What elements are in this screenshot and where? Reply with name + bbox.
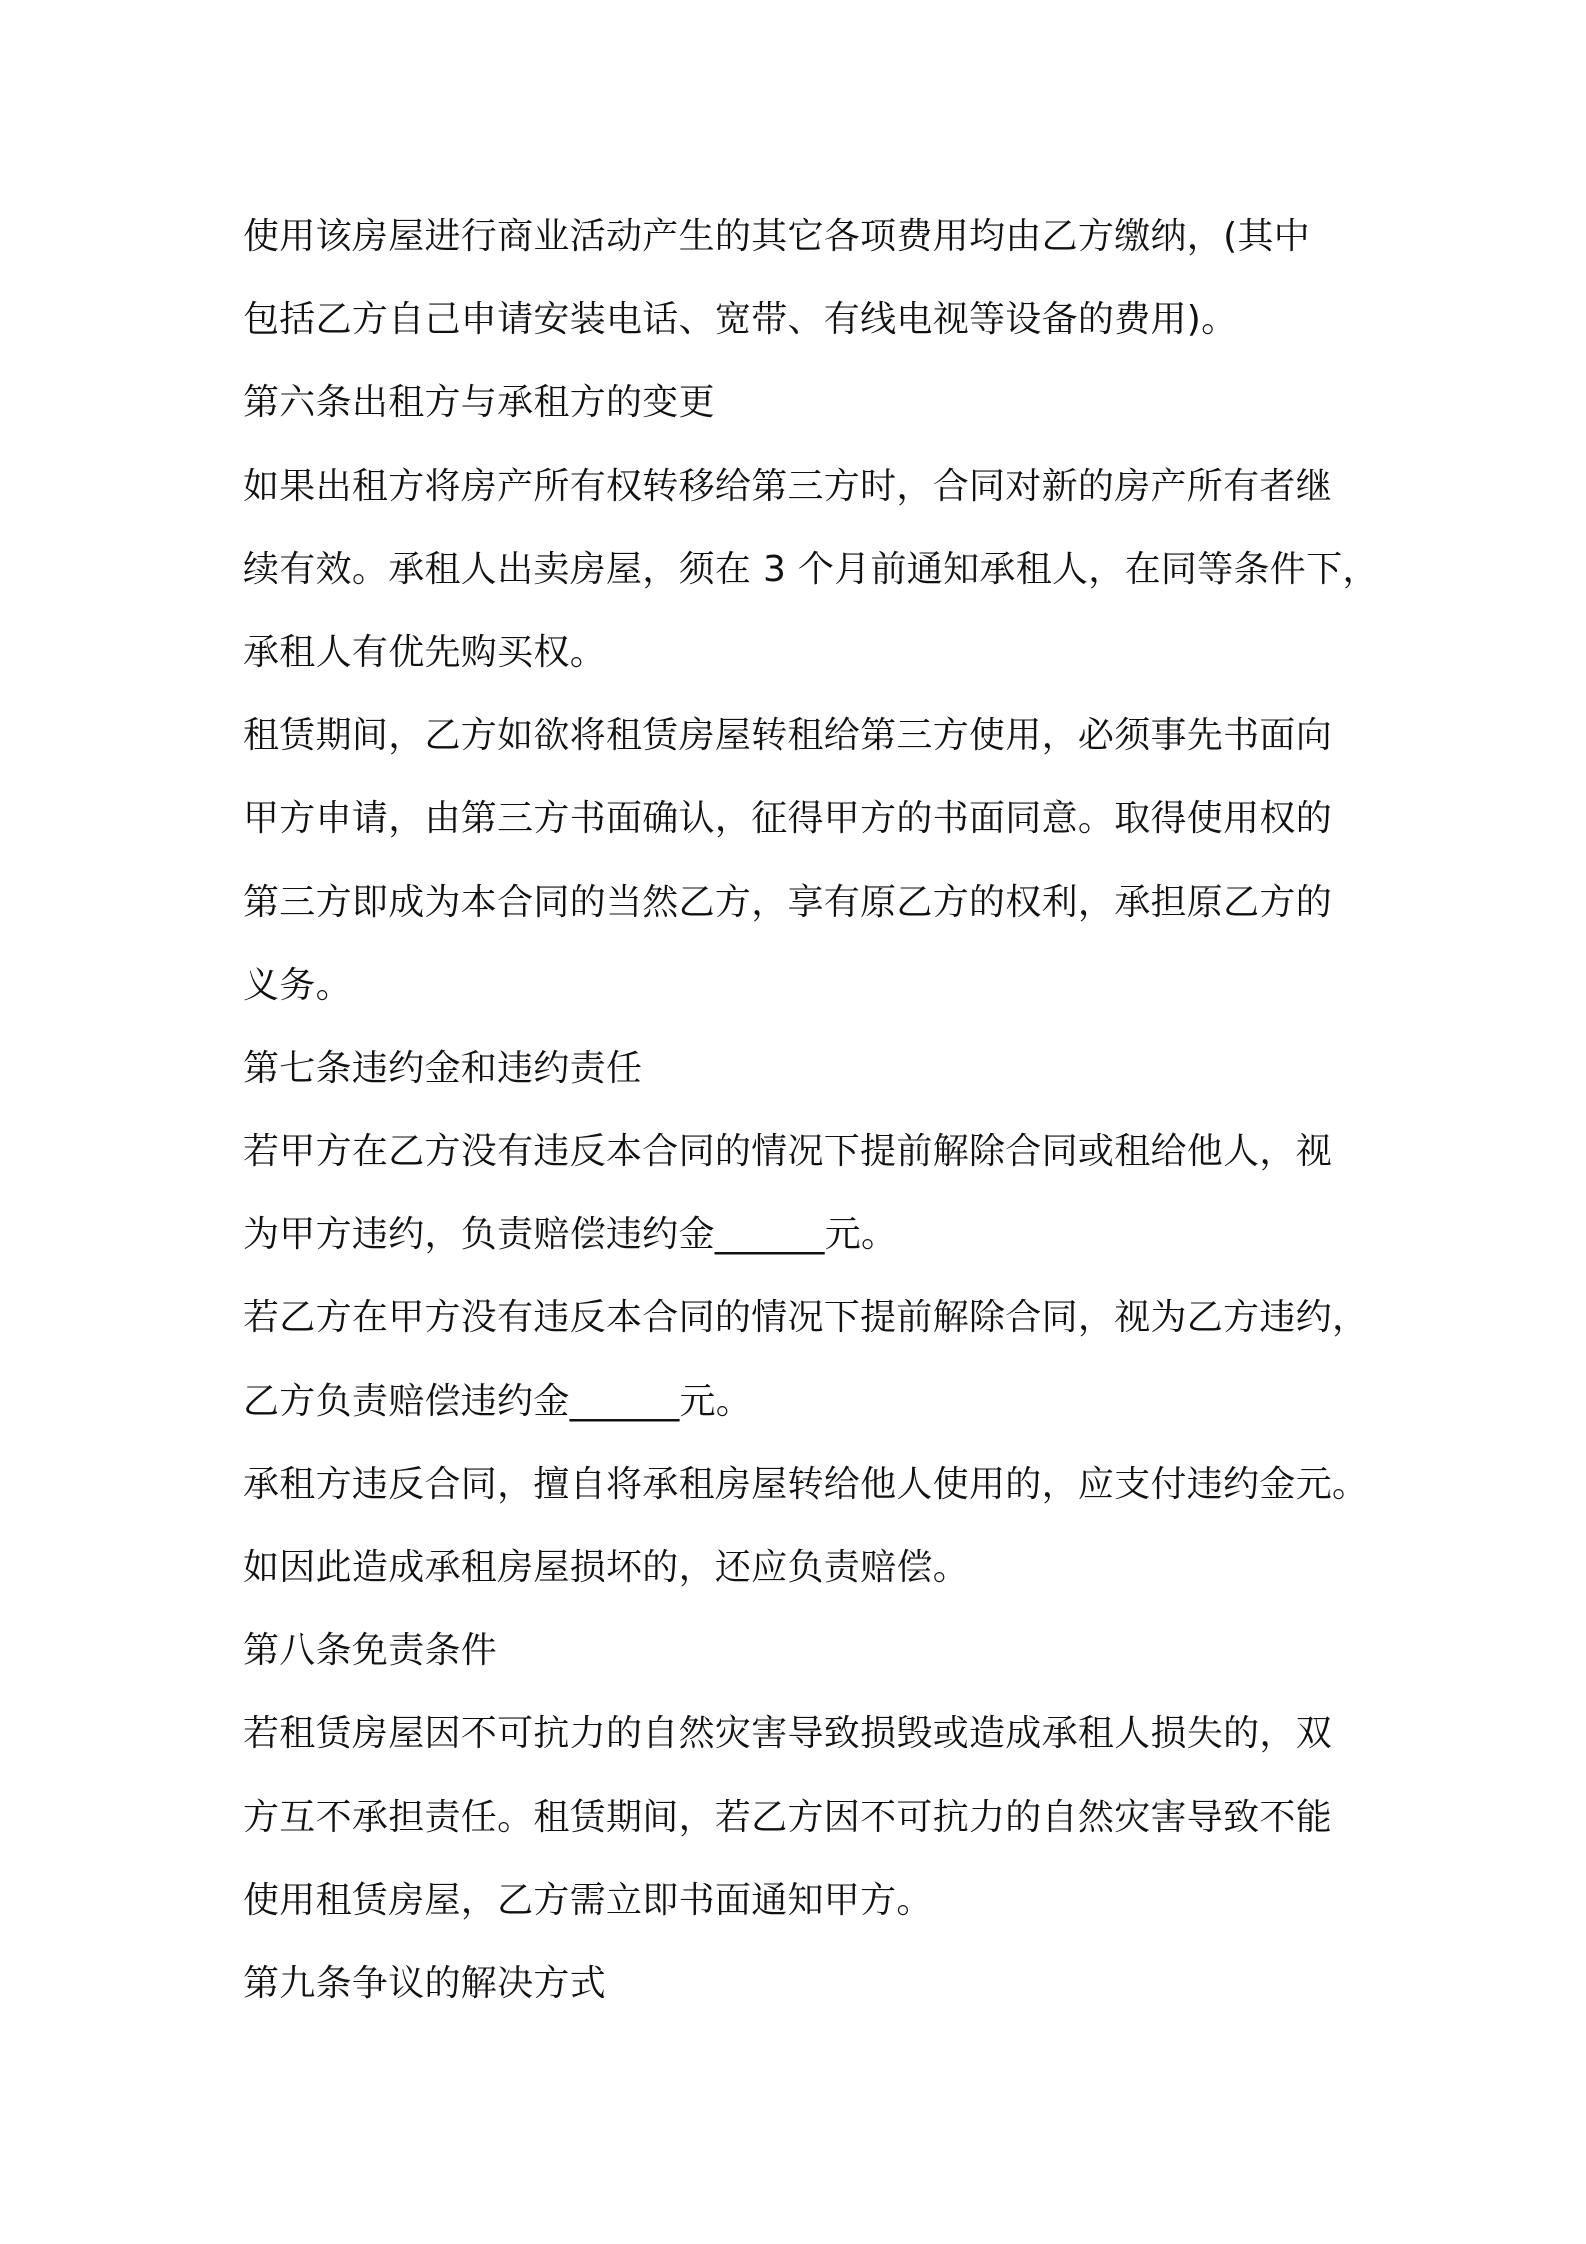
body-line: 若租赁房屋因不可抗力的自然灾害导致损毁或造成承租人损失的，双 — [243, 1713, 1333, 1755]
section-heading-article-7: 第七条违约金和违约责任 — [243, 1047, 643, 1089]
body-line: 若乙方在甲方没有违反本合同的情况下提前解除合同，视为乙方违约， — [243, 1297, 1369, 1339]
body-line: 若甲方在乙方没有违反本合同的情况下提前解除合同或租给他人，视 — [243, 1131, 1333, 1173]
document-body — [243, 195, 1383, 2025]
body-line: 如因此造成承租房屋损坏的，还应负责赔偿。 — [243, 1547, 970, 1588]
body-line: 如果出租方将房产所有权转移给第三方时，合同对新的房产所有者继 — [243, 465, 1333, 507]
body-line: 包括乙方自己申请安装电话、宽带、有线电视等设备的费用)。 — [243, 299, 1238, 341]
body-line: 租赁期间，乙方如欲将租赁房屋转租给第三方使用，必须事先书面向 — [243, 715, 1333, 757]
body-line: 乙方负责赔偿违约金______元。 — [243, 1380, 753, 1422]
body-line: 承租人有优先购买权。 — [243, 631, 607, 673]
body-line: 第三方即成为本合同的当然乙方，享有原乙方的权利，承担原乙方的 — [243, 881, 1333, 923]
body-line: 使用该房屋进行商业活动产生的其它各项费用均由乙方缴纳，(其中 — [243, 216, 1311, 257]
body-line: 使用租赁房屋，乙方需立即书面通知甲方。 — [243, 1879, 933, 1921]
body-line: 承租方违反合同，擅自将承租房屋转给他人使用的，应支付违约金元。 — [243, 1463, 1369, 1505]
section-heading-article-9: 第九条争议的解决方式 — [243, 1962, 607, 2004]
body-line: 义务。 — [243, 964, 352, 1006]
body-line: 甲方申请，由第三方书面确认，征得甲方的书面同意。取得使用权的 — [243, 798, 1333, 840]
section-heading-article-6: 第六条出租方与承租方的变更 — [243, 382, 715, 424]
section-heading-article-8: 第八条免责条件 — [243, 1630, 498, 1672]
body-line: 为甲方违约，负责赔偿违约金______元。 — [243, 1214, 898, 1256]
body-line: 方互不承担责任。租赁期间，若乙方因不可抗力的自然灾害导致不能 — [243, 1796, 1333, 1838]
body-line: 续有效。承租人出卖房屋，须在 3 个月前通知承租人，在同等条件下， — [243, 548, 1379, 590]
